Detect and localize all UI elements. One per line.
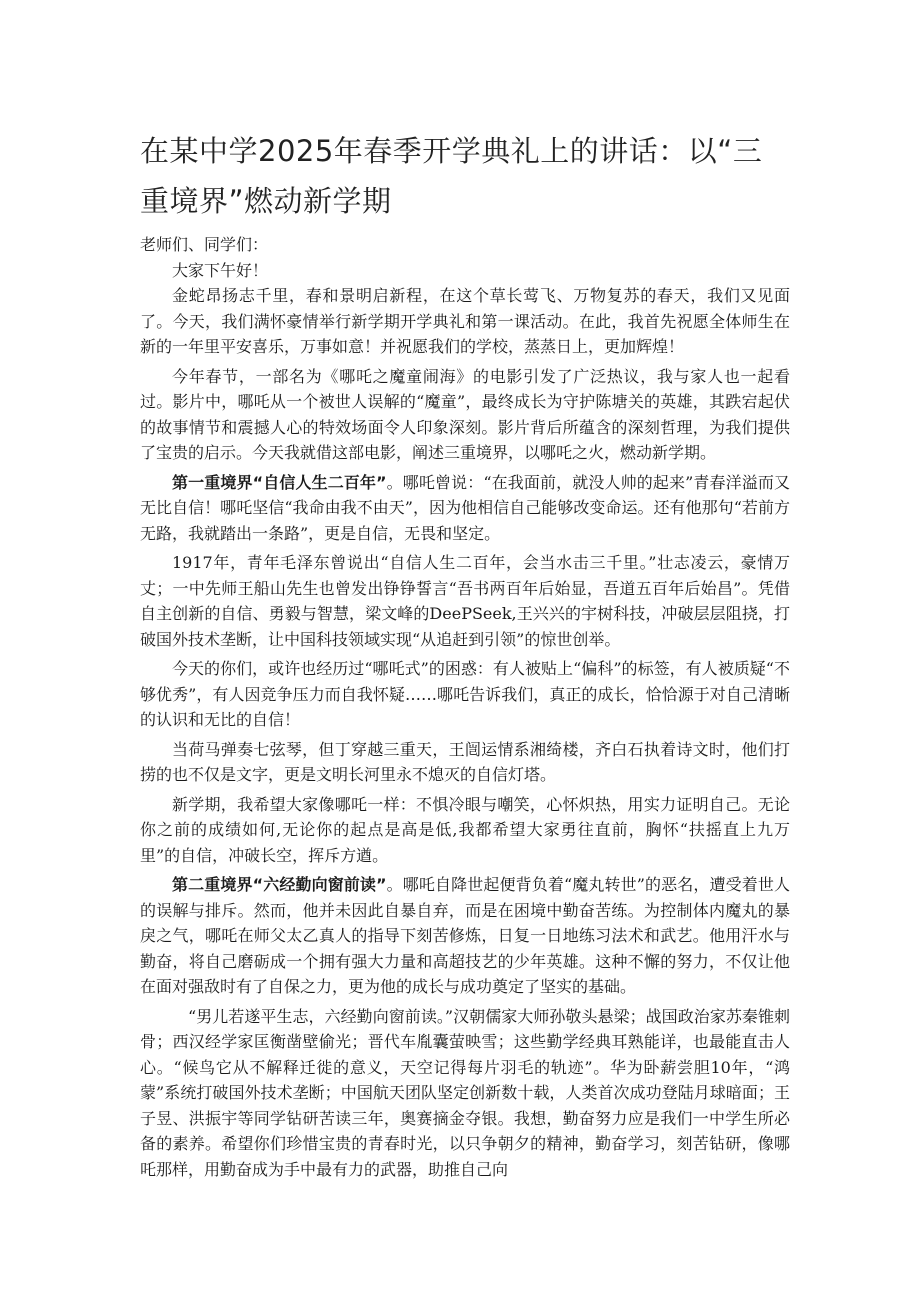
salutation: 老师们、同学们：	[140, 235, 269, 254]
paragraph-text: 。哪吒曾说：“在我面前，就没人帅的起来”青春洋溢而又无比自信！哪吒坚信“我命由我不由天”，因为他相信自己能够改变命运。还有他那句“若前方无路，我就踏出一条路”，更是自信，无畏和坚定。	[140, 472, 790, 543]
paragraph-second-realm	[140, 872, 790, 1000]
paragraph-text: 金蛇昂扬志千里，春和景明启新程，在这个草长莺飞、万物复苏的春天，我们又见面了。今天，我们满怀豪情举行新学期开学典礼和第一课活动。在此，我首先祝愿全体师生在新的一年里平安喜乐，万事如意！并祝愿我们的学校，蒸蒸日上，更加辉煌！	[140, 286, 790, 356]
paragraph-nezha-film	[140, 364, 790, 466]
paragraph-diligence	[140, 1004, 790, 1183]
document-title: 在某中学2025年春季开学典礼上的讲话：以“三重境界”燃动新学期	[140, 134, 763, 218]
paragraph-text: “男儿若遂平生志，六经勤向窗前读。”汉朝儒家大师孙敬头悬梁；战国政治家苏秦锥刺骨；西汉经学家匡衡凿壁偷光；晋代车胤囊萤映雪；这些勤学经典耳熟能详，也最能直击人心。“候鸟它从不解释迁徙的意义，天空记得每片羽毛的轨迹”。华为卧薪尝胆10年，“鸿蒙”系统打破国外技术垄断；中国航天团队坚定创新数十载，人类首次成功登陆月球暗面；王子昱、洪振宇等同学钻研苦读三年，奥赛摘金夺银。我想，勤奋努力应是我们一中学生所必备的素养。希望你们珍惜宝贵的青春时光，以只争朝夕的精神，勤奋学习，刻苦钻研，像哪吒那样，用勤奋成为手中最有力的武器，助推自己向	[140, 1006, 790, 1179]
greeting: 大家下午好！	[172, 260, 269, 280]
section-heading-first-realm: 第一重境界“自信人生二百年”	[172, 472, 387, 492]
section-heading-second-realm: 第二重境界“六经勤向窗前读”	[172, 875, 387, 894]
paragraph-1917	[140, 550, 790, 652]
paragraph-text: 今年春节，一部名为《哪吒之魔童闹海》的电影引发了广泛热议，我与家人也一起看过。影片中，哪吒从一个被世人误解的“魔童”，最终成长为守护陈塘关的英雄，其跌宕起伏的故事情节和震撼人心的特效场面令人印象深刻。影片背后所蕴含的深刻哲理，为我们提供了宝贵的启示。今天我就借这部电影，阐述三重境界，以哪吒之火，燃动新学期。	[140, 366, 790, 462]
paragraph-new-term	[140, 792, 790, 869]
paragraph-confusion	[140, 656, 790, 733]
paragraph-text: 新学期，我希望大家像哪吒一样：不惧冷眼与嘲笑，心怀炽热，用实力证明自己。无论你之前的成绩如何,无论你的起点是高是低,我都希望大家勇往直前，胸怀“扶摇直上九万里”的自信，冲破长空，挥斥方遒。	[140, 794, 790, 865]
paragraph-opening	[140, 283, 790, 360]
document-body	[140, 232, 790, 1186]
paragraph-text: 今天的你们，或许也经历过“哪吒式”的困惑：有人被贴上“偏科”的标签，有人被质疑“不够优秀”，有人因竞争压力而自我怀疑……哪吒告诉我们，真正的成长，恰恰源于对自己清晰的认识和无比的自信！	[140, 659, 790, 729]
paragraph-homer	[140, 737, 790, 788]
paragraph-first-realm	[140, 470, 790, 547]
paragraph-text: 。哪吒自降世起便背负着“魔丸转世”的恶名，遭受着世人的误解与排斥。然而，他并未因此自暴自弃，而是在困境中勤奋苦练。为控制体内魔丸的暴戾之气，哪吒在师父太乙真人的指导下刻苦修炼，日复一日地练习法术和武艺。他用汗水与勤奋，将自己磨砺成一个拥有强大力量和高超技艺的少年英雄。这种不懈的努力，不仅让他在面对强敌时有了自保之力，更为他的成长与成功奠定了坚实的基础。	[140, 875, 790, 996]
paragraph-text: 1917年，青年毛泽东曾说出“自信人生二百年，会当水击三千里。”壮志凌云，豪情万丈；一中先师王船山先生也曾发出铮铮誓言“吾书两百年后始显，吾道五百年后始昌”。凭借自主创新的自信、勇毅与智慧，梁文峰的DeePSeek,王兴兴的宇树科技，冲破层层阻挠，打破国外技术垄断，让中国科技领域实现“从追赶到引领”的惊世创举。	[140, 553, 790, 649]
paragraph-text: 当荷马弹奏七弦琴，但丁穿越三重天，王闿运情系湘绮楼，齐白石执着诗文时，他们打捞的也不仅是文字，更是文明长河里永不熄灭的自信灯塔。	[140, 739, 790, 784]
